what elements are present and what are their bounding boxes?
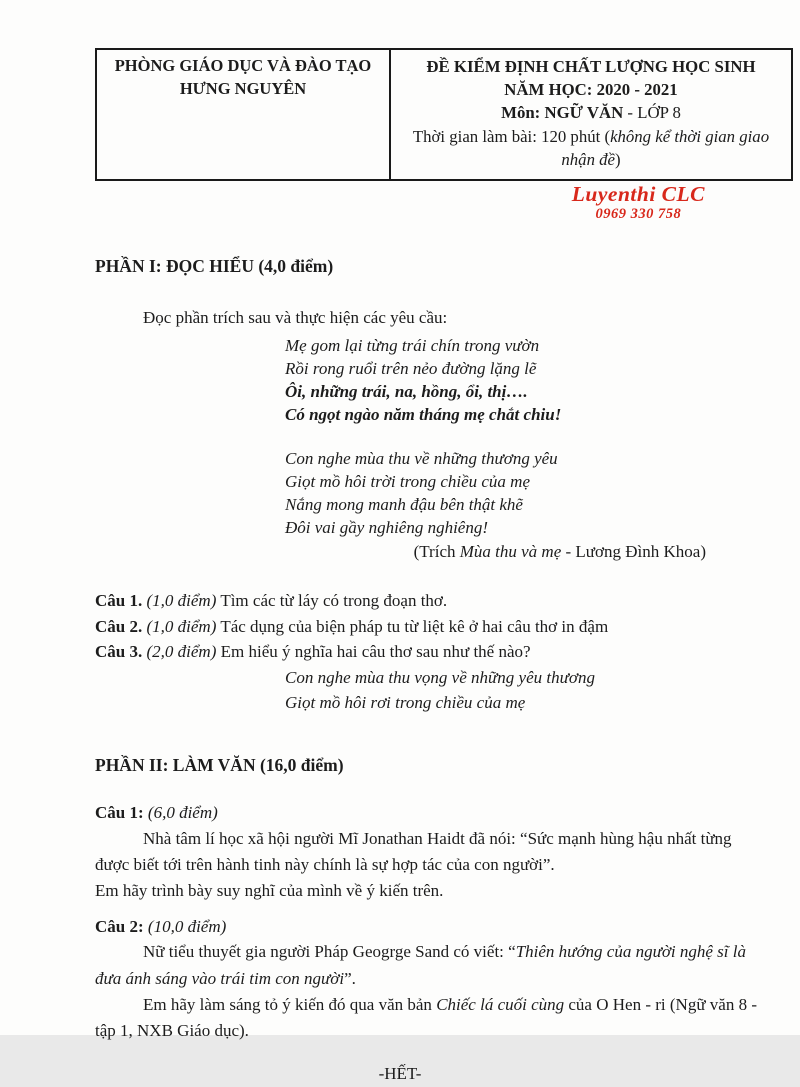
poem-line: Nắng mong manh đậu bên thật khẽ: [285, 494, 523, 514]
luyenthi-clc-logo: [571, 181, 705, 223]
part1-questions: [95, 588, 760, 716]
exam-subject-grade: - LỚP 8: [623, 103, 681, 123]
question-3: [95, 639, 760, 665]
question-1-label: Câu 1.: [95, 591, 143, 611]
part1-heading: PHẦN I: ĐỌC HIỂU (4,0 điểm): [95, 255, 334, 276]
question-2-text: Tác dụng của biện pháp tu từ liệt kê ở hai câu thơ in đậm: [220, 616, 609, 636]
question-2-points: (1,0 điểm): [146, 616, 217, 636]
exam-duration-text: Thời gian làm bài: 120 phút (: [412, 126, 611, 146]
poem: [285, 335, 760, 539]
exam-school-year: NĂM HỌC: 2020 - 2021: [504, 80, 678, 100]
logo-name: Luyenthi CLC: [571, 181, 705, 206]
part2-q1-header: [95, 800, 760, 826]
poem-line: Mẹ gom lại từng trái chín trong vườn: [285, 336, 540, 356]
attribution-prefix: (Trích: [413, 542, 460, 562]
part1-intro: Đọc phần trích sau và thực hiện các yêu cầu:: [143, 308, 448, 328]
poem-line-bold: Ôi, những trái, na, hồng, ổi, thị….: [285, 381, 528, 401]
q2-quote-text: Thiên hướng của người nghệ sĩ là đưa ánh sáng vào trái tim con người: [95, 942, 746, 988]
header-table: [95, 48, 793, 181]
part2-question-1: [95, 800, 760, 905]
part2-q2-task: [95, 992, 760, 1045]
part2-q2-label: Câu 2:: [95, 916, 144, 936]
poem-line: Giọt mồ hôi trời trong chiều của mẹ: [285, 472, 530, 492]
end-of-exam-marker: -HẾT-: [378, 1063, 422, 1083]
question-3-text: Em hiểu ý nghĩa hai câu thơ sau như thế nào?: [220, 642, 531, 662]
q2-task-suffix: của O Hen - ri (Ngữ văn 8 - tập 1, NXB Giáo dục).: [95, 994, 757, 1041]
part2-q1-points: (6,0 điểm): [147, 803, 218, 823]
part2-q1-paragraph: Nhà tâm lí học xã hội người Mĩ Jonathan Haidt đã nói: “Sức mạnh hùng hậu nhất từng được biết tới trên hành tinh này chính là sự hợp tác của con người”.: [95, 828, 732, 875]
poem-line: Rồi rong ruổi trên nẻo đường lặng lẽ: [285, 359, 537, 379]
logo-phone-number: 0969 330 758: [595, 206, 682, 223]
q2-quote-close: ”.: [344, 968, 356, 988]
header-exam-cell: [390, 49, 792, 180]
question-1-text: Tìm các từ láy có trong đoạn thơ.: [220, 591, 448, 611]
part2-q1-label: Câu 1:: [95, 803, 144, 823]
question-2-label: Câu 2.: [95, 616, 143, 636]
question-1-points: (1,0 điểm): [146, 591, 217, 611]
attribution-author: - Lương Đình Khoa): [561, 542, 706, 562]
question-3-label: Câu 3.: [95, 642, 143, 662]
q2-quote-intro: Nữ tiểu thuyết gia người Pháp Geogrge Sand có viết: “: [143, 942, 516, 962]
part2-q2-header: [95, 914, 760, 940]
question-1: [95, 588, 760, 614]
issuer-department: PHÒNG GIÁO DỤC VÀ ĐÀO TẠO: [114, 56, 372, 75]
poem-line-bold: Có ngọt ngào năm tháng mẹ chắt chiu!: [285, 404, 562, 424]
issuer-district: HƯNG NGUYÊN: [179, 78, 307, 98]
exam-subject-name: Môn: NGỮ VĂN: [501, 103, 624, 123]
exam-subject: [399, 101, 783, 124]
question-3-points: (2,0 điểm): [146, 642, 217, 662]
part2-heading: PHẦN II: LÀM VĂN (16,0 điểm): [95, 754, 344, 775]
question-3-quote-line: Giọt mồ hôi rơi trong chiều của mẹ: [285, 693, 526, 713]
exam-duration-close: ): [615, 149, 621, 169]
exam-duration: [399, 125, 783, 171]
part2-q2-points: (10,0 điểm): [147, 916, 227, 936]
q2-task-prefix: Em hãy làm sáng tỏ ý kiến đó qua văn bản: [143, 994, 437, 1014]
poem-attribution: [95, 541, 706, 564]
part2-q1-task: Em hãy trình bày suy nghĩ của mình về ý kiến trên.: [95, 881, 444, 901]
poem-line: Đôi vai gầy nghiêng nghiêng!: [285, 517, 489, 537]
logo-row: [95, 181, 705, 223]
part2-question-2: [95, 914, 760, 1045]
poem-title: Mùa thu và mẹ: [459, 542, 562, 562]
question-2: [95, 614, 760, 640]
exam-title: ĐỀ KIỂM ĐỊNH CHẤT LƯỢNG HỌC SINH: [426, 57, 756, 76]
exam-duration-note: không kể thời gian giao nhận đề: [561, 126, 770, 169]
document-body: [95, 253, 760, 1087]
part2-q2-paragraph: [95, 939, 760, 992]
q2-work-title: Chiếc lá cuối cùng: [436, 994, 565, 1014]
header-issuer-cell: [96, 49, 390, 180]
question-3-quote-line: Con nghe mùa thu vọng về những yêu thương: [285, 667, 595, 687]
poem-line: Con nghe mùa thu về những thương yêu: [285, 449, 558, 469]
